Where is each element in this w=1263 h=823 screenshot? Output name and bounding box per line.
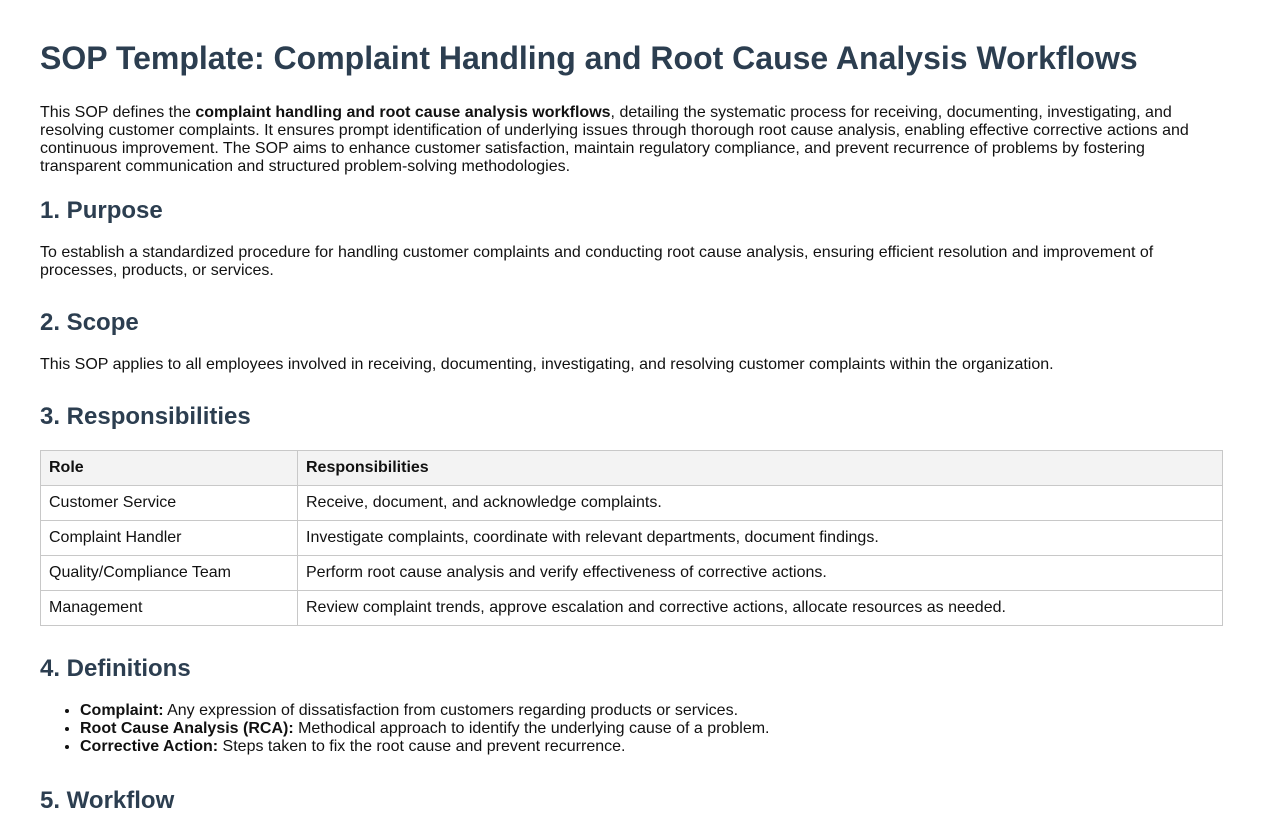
intro-prefix: This SOP defines the bbox=[40, 104, 196, 121]
responsibility-cell: Perform root cause analysis and verify effectiveness of corrective actions. bbox=[298, 556, 1223, 591]
definition-term: Corrective Action: bbox=[80, 738, 219, 755]
definition-term: Complaint: bbox=[80, 702, 164, 719]
role-cell: Quality/Compliance Team bbox=[41, 556, 298, 591]
table-row bbox=[41, 521, 1223, 556]
intro-suffix: , detailing the systematic process for receiving, documenting, investigating, and resolving customer complaints. It ensures prompt identification of underlying issues through thorough root cause analysis, enabling effective corrective actions and continuous improvement. The SOP aims to enhance customer satisfaction, maintain regulatory compliance, and prevent recurrence of problems by fostering transparent communication and structured problem-solving methodologies. bbox=[40, 104, 1189, 175]
table-row bbox=[41, 556, 1223, 591]
table-row bbox=[41, 486, 1223, 521]
definition-desc: Steps taken to fix the root cause and prevent recurrence. bbox=[218, 738, 626, 755]
list-item bbox=[80, 720, 1223, 738]
page-title: SOP Template: Complaint Handling and Root Cause Analysis Workflows bbox=[40, 40, 1138, 76]
section-heading-workflow: 5. Workflow bbox=[40, 787, 175, 814]
list-item bbox=[80, 738, 1223, 756]
responsibilities-table bbox=[40, 450, 1223, 626]
list-item bbox=[80, 702, 1223, 720]
section-heading-responsibilities: 3. Responsibilities bbox=[40, 403, 251, 430]
table-row bbox=[41, 591, 1223, 626]
scope-text: This SOP applies to all employees involved in receiving, documenting, investigating, and resolving customer complaints within the organization. bbox=[40, 356, 1054, 373]
section-heading-scope: 2. Scope bbox=[40, 309, 139, 336]
role-cell: Customer Service bbox=[41, 486, 298, 521]
column-header-role: Role bbox=[41, 451, 298, 486]
definition-desc: Methodical approach to identify the underlying cause of a problem. bbox=[293, 720, 770, 737]
purpose-text: To establish a standardized procedure for handling customer complaints and conducting root cause analysis, ensuring efficient resolution and improvement of processes, products, or services. bbox=[40, 244, 1154, 279]
section-heading-purpose: 1. Purpose bbox=[40, 197, 163, 224]
intro-bold: complaint handling and root cause analysis workflows bbox=[195, 104, 611, 121]
definition-desc: Any expression of dissatisfaction from customers regarding products or services. bbox=[163, 702, 739, 719]
responsibility-cell: Review complaint trends, approve escalation and corrective actions, allocate resources as needed. bbox=[298, 591, 1223, 626]
column-header-responsibilities: Responsibilities bbox=[298, 451, 1223, 486]
table-header-row bbox=[41, 451, 1223, 486]
responsibility-cell: Investigate complaints, coordinate with relevant departments, document findings. bbox=[298, 521, 1223, 556]
definitions-list bbox=[40, 702, 1223, 756]
intro-paragraph bbox=[40, 104, 1223, 176]
definition-term: Root Cause Analysis (RCA): bbox=[80, 720, 294, 737]
role-cell: Management bbox=[41, 591, 298, 626]
role-cell: Complaint Handler bbox=[41, 521, 298, 556]
section-heading-definitions: 4. Definitions bbox=[40, 655, 191, 682]
responsibility-cell: Receive, document, and acknowledge complaints. bbox=[298, 486, 1223, 521]
